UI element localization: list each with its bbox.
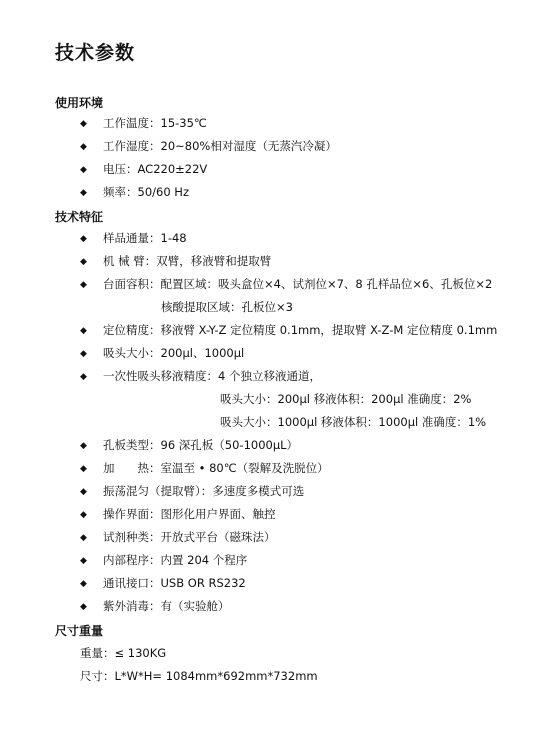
size-text: 尺寸：L*W*H= 1084mm*692mm*732mm <box>80 669 318 683</box>
diamond-bullet-icon: ◆ <box>80 349 87 359</box>
list-item <box>80 437 298 454</box>
diamond-bullet-icon: ◆ <box>80 188 87 198</box>
diamond-bullet-icon: ◆ <box>80 119 87 129</box>
item-text: 紫外消毒：有（实验舱） <box>103 599 230 613</box>
diamond-bullet-icon: ◆ <box>80 234 87 244</box>
item-continuation: 吸头大小：200μl 移液体积：200μl 准确度：2% <box>220 392 472 406</box>
item-text: 内部程序：内置 204 个程序 <box>103 553 248 567</box>
item-text: 样品通量：1-48 <box>103 231 187 245</box>
item-text: 吸头大小：200μl、1000μl <box>103 346 245 360</box>
list-item <box>80 575 246 592</box>
diamond-bullet-icon: ◆ <box>80 464 87 474</box>
item-text: 台面容积：配置区域：吸头盒位×4、试剂位×7、8 孔样品位×6、孔板位×2 <box>103 277 493 291</box>
item-text: 频率：50/60 Hz <box>103 185 189 199</box>
item-text: 操作界面：图形化用户界面、触控 <box>103 507 276 521</box>
diamond-bullet-icon: ◆ <box>80 510 87 520</box>
diamond-bullet-icon: ◆ <box>80 372 87 382</box>
list-item <box>80 598 230 615</box>
diamond-bullet-icon: ◆ <box>80 165 87 175</box>
diamond-bullet-icon: ◆ <box>80 556 87 566</box>
item-text: 通讯接口：USB OR RS232 <box>103 576 246 590</box>
diamond-bullet-icon: ◆ <box>80 487 87 497</box>
diamond-bullet-icon: ◆ <box>80 579 87 589</box>
list-item <box>80 138 337 155</box>
list-item <box>80 506 276 523</box>
item-continuation: 核酸提取区域：孔板位×3 <box>161 300 293 314</box>
item-text: 机 械 臂：双臂，移液臂和提取臂 <box>103 254 272 268</box>
list-item <box>80 345 244 362</box>
list-item <box>80 460 329 477</box>
section-heading-features: 技术特征 <box>55 210 104 224</box>
diamond-bullet-icon: ◆ <box>80 441 87 451</box>
diamond-bullet-icon: ◆ <box>80 533 87 543</box>
list-item <box>80 368 321 385</box>
diamond-bullet-icon: ◆ <box>80 602 87 612</box>
diamond-bullet-icon: ◆ <box>80 142 87 152</box>
list-item <box>80 529 276 546</box>
list-item <box>80 115 207 132</box>
item-text: 工作湿度：20~80%相对湿度（无蒸汽冷凝） <box>103 139 337 153</box>
item-text: 工作温度：15-35℃ <box>103 116 207 130</box>
diamond-bullet-icon: ◆ <box>80 280 87 290</box>
list-item <box>80 184 189 201</box>
item-text: 一次性吸头移液精度：4 个独立移液通道， <box>103 369 321 383</box>
section-heading-dimensions: 尺寸重量 <box>55 624 104 638</box>
list-item <box>80 483 304 500</box>
list-item <box>80 161 207 178</box>
weight-text: 重量：≤ 130KG <box>80 646 167 660</box>
page-title: 技术参数 <box>55 42 136 64</box>
list-item <box>80 276 492 293</box>
list-item <box>80 230 187 247</box>
item-text: 电压：AC220±22V <box>103 162 208 176</box>
item-continuation: 吸头大小：1000μl 移液体积：1000μl 准确度：1% <box>220 415 487 429</box>
diamond-bullet-icon: ◆ <box>80 257 87 267</box>
item-text: 振荡混匀（提取臂）：多速度多模式可选 <box>103 484 305 498</box>
section-heading-environment: 使用环境 <box>55 96 104 110</box>
diamond-bullet-icon: ◆ <box>80 326 87 336</box>
list-item <box>80 552 247 569</box>
item-text: 试剂种类：开放式平台（磁珠法） <box>103 530 276 544</box>
item-text: 加 热：室温至 • 80℃（裂解及洗脱位） <box>103 461 329 475</box>
item-text: 定位精度：移液臂 X-Y-Z 定位精度 0.1mm，提取臂 X-Z-M 定位精度 0.1mm <box>103 323 498 337</box>
list-item <box>80 253 271 270</box>
item-text: 孔板类型：96 深孔板（50-1000μL） <box>103 438 299 452</box>
list-item <box>80 322 497 339</box>
